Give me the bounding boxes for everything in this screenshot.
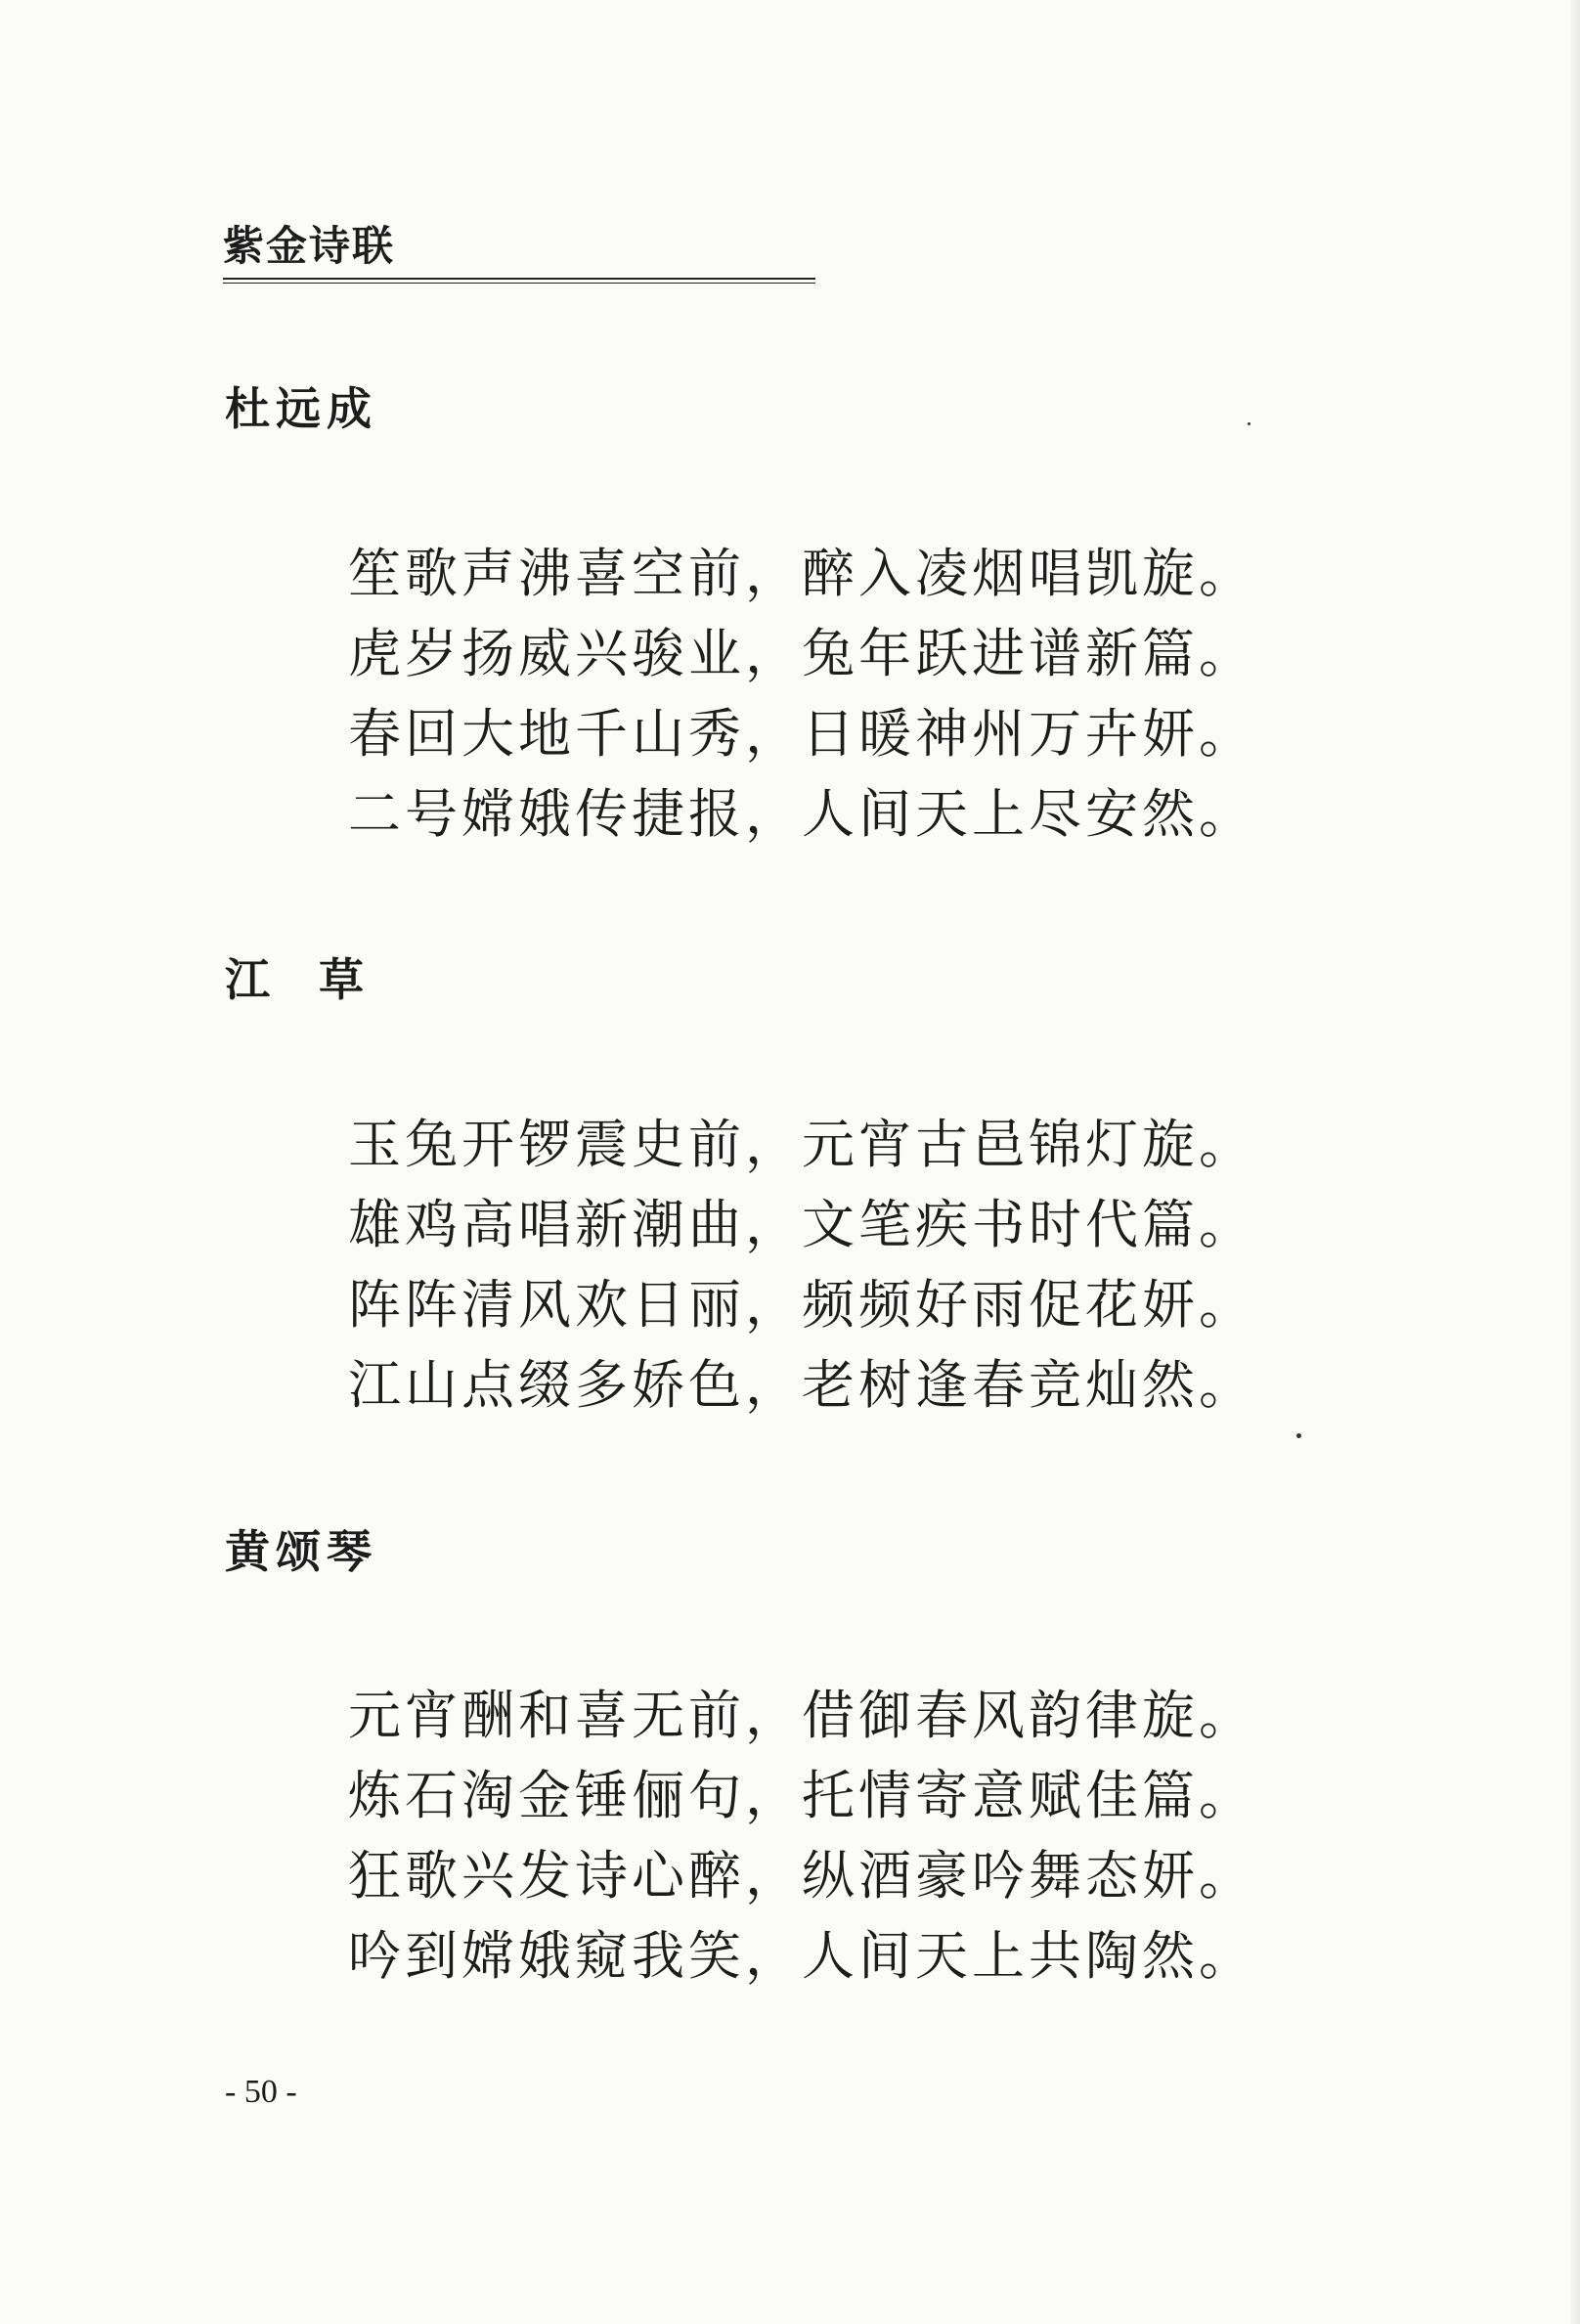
poem-line: 吟到嫦娥窥我笑，人间天上共陶然。: [348, 1925, 1255, 1987]
scan-speck: [1296, 1433, 1301, 1438]
running-header: [223, 217, 815, 284]
poem-line: 笙歌声沸喜空前，醉入凌烟唱凯旋。: [348, 543, 1255, 604]
poem-line: 虎岁扬威兴骏业，兔年跃进谱新篇。: [348, 623, 1255, 684]
poem-line: 春回大地千山秀，日暖神州万卉妍。: [348, 703, 1255, 765]
poem-line: 元宵酬和喜无前，借御春风韵律旋。: [348, 1685, 1255, 1746]
author-name: 江 草: [225, 953, 371, 1006]
header-title: 紫金诗联: [223, 222, 396, 270]
page-number: - 50 -: [225, 2074, 297, 2110]
page-edge: [1570, 0, 1580, 2324]
poem-line: 炼石淘金锤俪句，托情寄意赋佳篇。: [348, 1765, 1255, 1826]
poem-line: 阵阵清风欢日丽，频频好雨促花妍。: [348, 1274, 1255, 1336]
poem: [348, 1105, 1267, 1425]
poem: [348, 1676, 1267, 1996]
poem-line: 江山点缀多娇色，老树逢春竞灿然。: [348, 1354, 1255, 1416]
author-name: 杜远成: [225, 382, 377, 435]
poem: [348, 534, 1267, 855]
poem-line: 狂歌兴发诗心醉，纵酒豪吟舞态妍。: [348, 1845, 1255, 1907]
scan-speck: [1248, 422, 1251, 425]
poem-line: 雄鸡高唱新潮曲，文笔疾书时代篇。: [348, 1194, 1255, 1255]
header-rule: [223, 278, 815, 284]
author-name: 黄颂琴: [225, 1525, 377, 1578]
poem-line: 二号嫦娥传捷报，人间天上尽安然。: [348, 783, 1255, 845]
poem-line: 玉兔开锣震史前，元宵古邑锦灯旋。: [348, 1114, 1255, 1175]
